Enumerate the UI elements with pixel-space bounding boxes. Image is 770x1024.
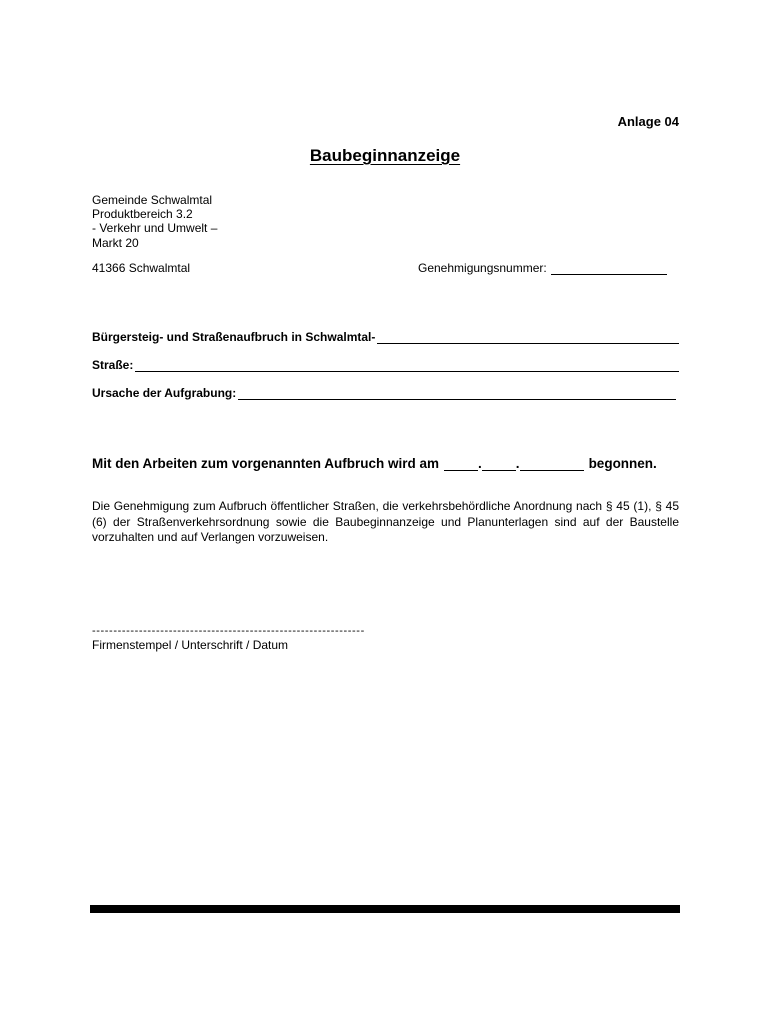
address-line: Markt 20: [92, 235, 139, 250]
start-year-blank[interactable]: [520, 457, 584, 471]
street-blank[interactable]: [135, 360, 679, 372]
start-statement-prefix: Mit den Arbeiten zum vorgenannten Aufbruch wird am: [92, 456, 440, 471]
date-separator: .: [515, 456, 520, 471]
address-line: Gemeinde Schwalmtal: [92, 193, 213, 207]
address-block: [92, 193, 217, 250]
annex-label: Anlage 04: [617, 114, 679, 129]
notice-paragraph: Die Genehmigung zum Aufbruch öffentlicher Straßen, die verkehrsbehördliche Anordnung nach § 45 (1), § 45 (6) der Straßenverkehrsordnung sowie die Baubeginnanzeige und Planunterlagen sind auf der Baustelle vorzuhalten und auf Verlangen vorzuweisen.: [92, 499, 679, 544]
location-label: Bürgersteig- und Straßenaufbruch in Schwalmtal-: [92, 330, 376, 344]
address-line: - Verkehr und Umwelt –: [92, 221, 218, 236]
document-title: Baubeginnanzeige: [309, 146, 461, 165]
permit-number-field: [418, 261, 667, 275]
city-line: 41366 Schwalmtal: [92, 261, 191, 275]
start-statement-suffix: begonnen.: [588, 456, 657, 471]
street-label: Straße:: [92, 358, 134, 372]
start-day-blank[interactable]: [444, 457, 478, 471]
date-separator: .: [478, 456, 482, 471]
location-blank[interactable]: [377, 332, 679, 344]
start-month-blank[interactable]: [482, 457, 516, 471]
address-line: Produktbereich 3.2: [92, 207, 193, 222]
cause-blank[interactable]: [238, 388, 676, 400]
street-field: [92, 358, 679, 372]
footer-rule: [90, 905, 680, 913]
start-date-statement: [92, 456, 657, 471]
cause-label: Ursache der Aufgrabung:: [92, 386, 237, 400]
permit-number-blank[interactable]: [551, 263, 667, 275]
location-field: [92, 330, 679, 344]
signature-label: Firmenstempel / Unterschrift / Datum: [92, 638, 289, 652]
signature-line: ----------------------------------------------------------------: [92, 625, 365, 637]
cause-field: [92, 386, 676, 400]
permit-number-label: Genehmigungsnummer:: [418, 261, 547, 275]
